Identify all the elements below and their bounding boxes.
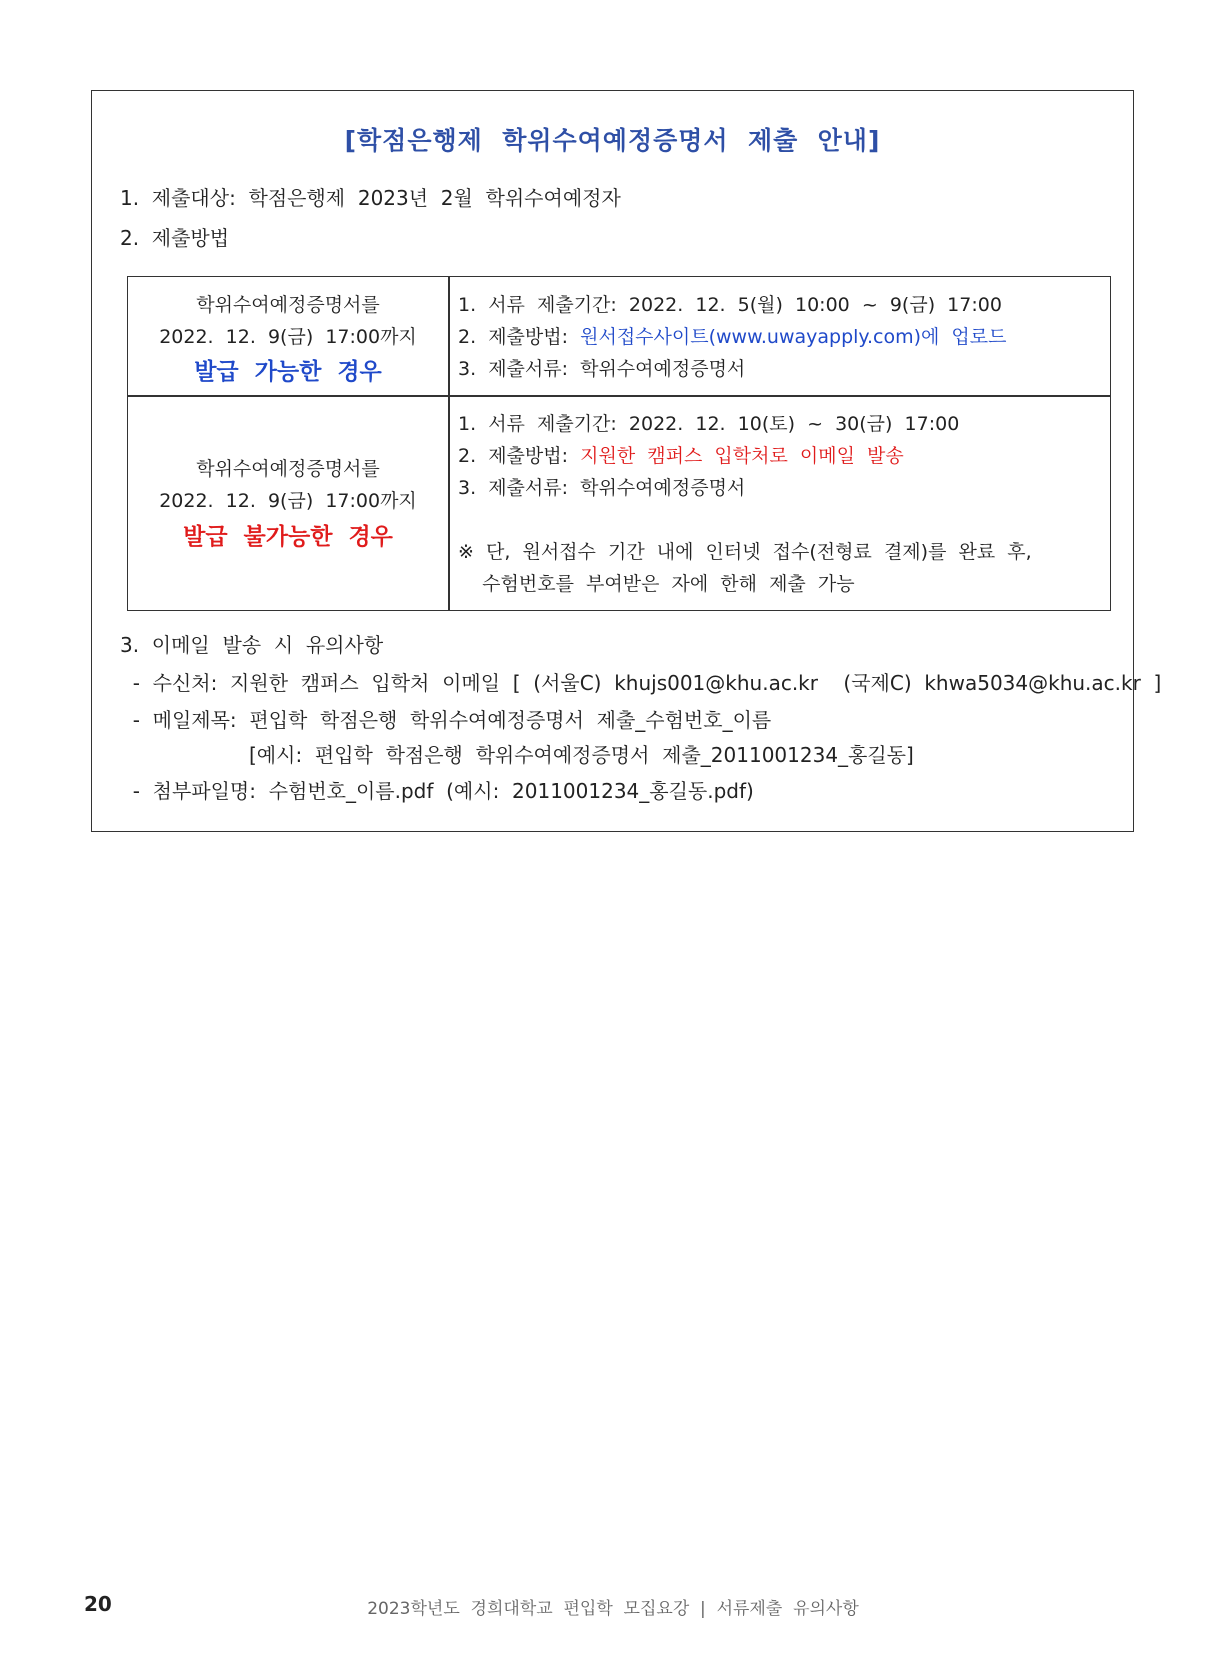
- row2-method-highlight: 지원한 캠퍼스 입학처로 이메일 발송: [580, 445, 904, 467]
- row2-note-line2: 수험번호를 부여받은 자에 한해 제출 가능: [458, 573, 855, 595]
- row1-left-line1: 학위수여예정증명서를: [196, 294, 380, 316]
- item-email-notes: 3. 이메일 발송 시 유의사항: [120, 633, 384, 657]
- row1-method-prefix: 2. 제출방법:: [458, 326, 581, 348]
- row1-method-link[interactable]: 원서접수사이트(www.uwayapply.com)에 업로드: [580, 326, 1007, 348]
- row2-note-line1: ※ 단, 원서접수 기간 내에 인터넷 접수(전형료 결제)를 완료 후,: [458, 541, 1032, 563]
- notice-title: [학점은행제 학위수여예정증명서 제출 안내]: [344, 126, 881, 155]
- row2-documents: 3. 제출서류: 학위수여예정증명서: [458, 477, 746, 499]
- page-footer: 2023학년도 경희대학교 편입학 모집요강 | 서류제출 유의사항: [367, 1599, 859, 1619]
- notice-box: [91, 90, 1162, 832]
- row1-period: 1. 서류 제출기간: 2022. 12. 5(월) 10:00 ~ 9(금) 17:00: [458, 294, 1002, 316]
- row1-documents: 3. 제출서류: 학위수여예정증명서: [458, 358, 746, 380]
- email-recipient: - 수신처: 지원한 캠퍼스 입학처 이메일 [ (서울C) khujs001@khu.ac.kr (국제C) khwa5034@khu.ac.kr ]: [120, 671, 1162, 695]
- row2-condition-cell: [128, 453, 448, 557]
- row1-condition-cell: [128, 289, 448, 391]
- email-subject: - 메일제목: 편입학 학점은행 학위수여예정증명서 제출_수험번호_이름: [120, 708, 772, 732]
- attachment-name: - 첨부파일명: 수험번호_이름.pdf (예시: 2011001234_홍길동.pdf): [120, 779, 754, 803]
- row1-left-line2: 2022. 12. 9(금) 17:00까지: [159, 326, 417, 348]
- row2-left-line1: 학위수여예정증명서를: [196, 458, 380, 480]
- item-submission-target: 1. 제출대상: 학점은행제 2023년 2월 학위수여예정자: [120, 186, 621, 210]
- row1-detail-cell: [458, 289, 1007, 385]
- row2-method-prefix: 2. 제출방법:: [458, 445, 581, 467]
- table-column-divider: [448, 277, 450, 610]
- row1-method: [458, 321, 1007, 353]
- row2-detail-cell: [458, 408, 1032, 600]
- row2-left-line2: 2022. 12. 9(금) 17:00까지: [159, 490, 417, 512]
- item-submission-method: 2. 제출방법: [120, 226, 230, 250]
- row2-method: [458, 440, 1032, 472]
- table-row-divider: [128, 395, 1110, 397]
- row2-condition-label: 발급 불가능한 경우: [183, 524, 393, 550]
- method-table: [127, 276, 1111, 611]
- row1-condition-label: 발급 가능한 경우: [194, 359, 382, 385]
- email-subject-example: [예시: 편입학 학점은행 학위수여예정증명서 제출_2011001234_홍길동]: [249, 743, 914, 767]
- row2-period: 1. 서류 제출기간: 2022. 12. 10(토) ~ 30(금) 17:00: [458, 413, 960, 435]
- page-number: 20: [84, 1592, 112, 1616]
